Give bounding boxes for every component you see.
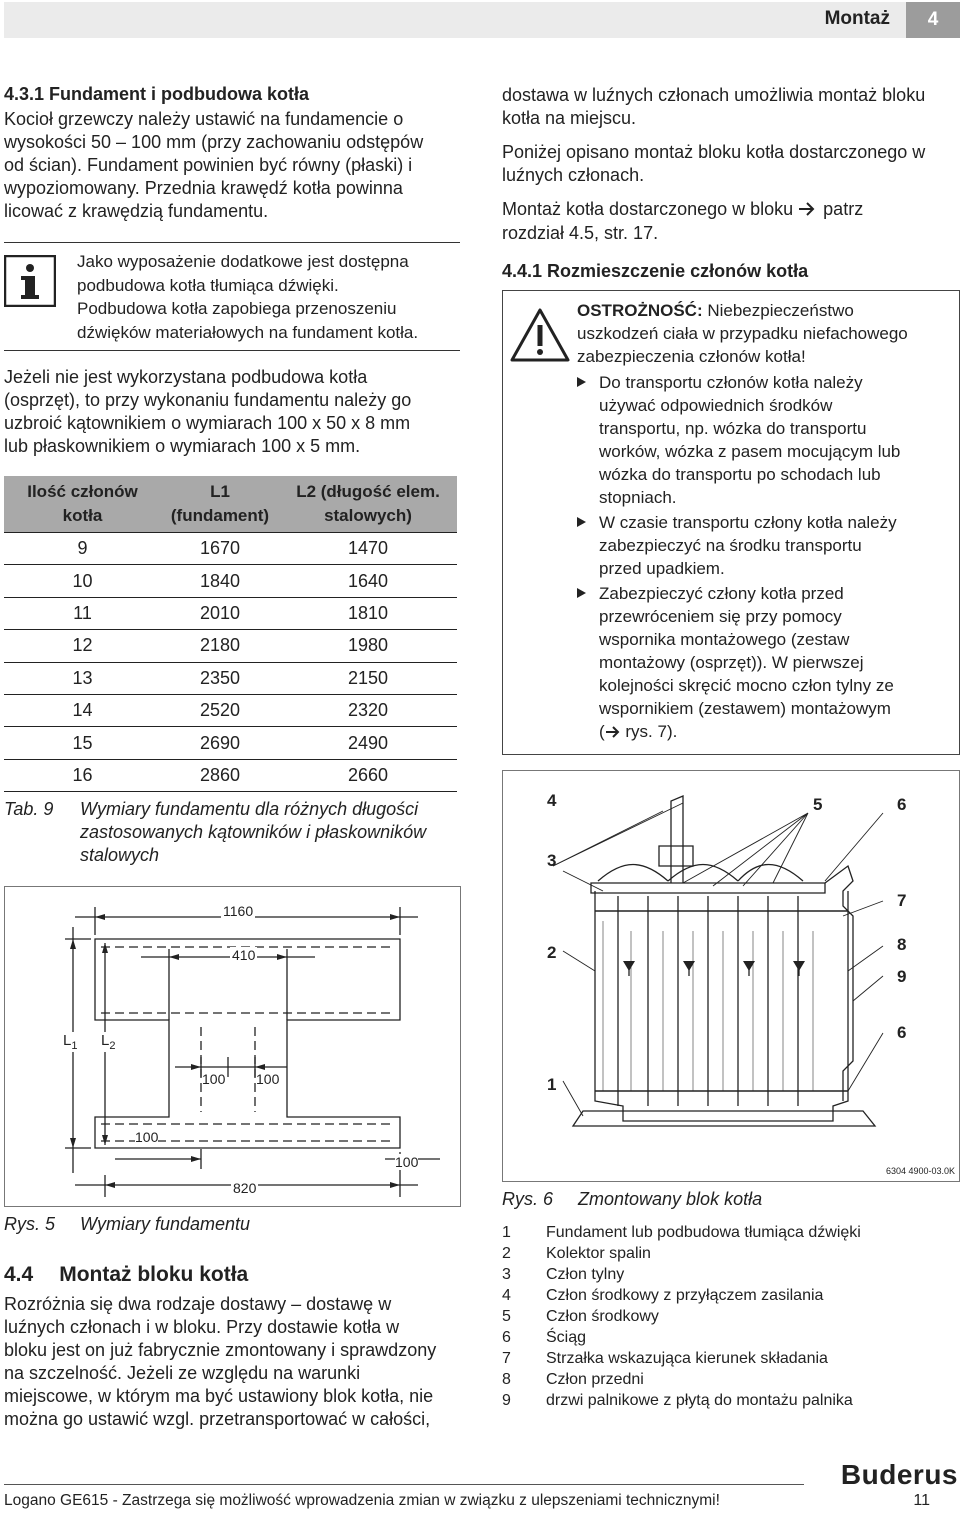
list-item: 9 drzwi palnikowe z płytą do montażu palnika: [502, 1392, 853, 1409]
note-rule-bottom: [4, 350, 460, 351]
list-item: 3 Człon tylny: [502, 1266, 625, 1283]
list-item: 8 Człon przedni: [502, 1371, 644, 1388]
list-item: Do transportu członów kotła należy używać odpowiednich środków transportu, np. wózka do transportu worków, wózka z pasem mocującym lub wózka do transportu po schodach lub stopniach.: [577, 371, 957, 509]
callout-6-bottom: 6: [897, 1023, 907, 1042]
list-item: 5 Człon środkowy: [502, 1308, 659, 1325]
table-row: 13 2350 2150: [4, 662, 457, 694]
figure-foundation-dimensions: [4, 886, 461, 1207]
page-number: 11: [913, 1492, 930, 1509]
figure6-legend: [502, 1222, 958, 1411]
section-heading-4-3-1: 4.3.1 Fundament i podbudowa kotła: [4, 84, 310, 104]
callout-4: 4: [547, 791, 557, 810]
section-heading-4-4: 4.4 Montaż bloku kotła: [4, 1263, 249, 1286]
dim-l2: $L_2$: [101, 1032, 116, 1052]
bullet-arrow-icon: [577, 377, 586, 387]
list-item: Zabezpieczyć człony kotła przed przewróceniem się przy pomocy wspornika montażowego (zestaw montażowy (osprzęt)). W pierwszej kolejności skręcić mocno człon tylny ze wspornikiem (zestawem) montażowym ( rys. 7).: [577, 582, 957, 744]
section-4-4-paragraph: Rozróżnia się dwa rodzaje dostawy – dostawę w luźnych członach i w bloku. Przy dostawie kotła w bloku jest on już fabrycznie zmontowany i sprawdzony na szczelność. Jeżeli ze względu na warunki miejscowe, w którym ma być ustawiony blok kotła, nie można go ustawić wzgl. przetransportować w całości,: [4, 1294, 437, 1429]
table-caption: Wymiary fundamentu dla różnych długości zastosowanych kątowników i płaskowników stalowych: [80, 799, 427, 865]
chapter-title: Montaż: [824, 8, 890, 29]
callout-3: 3: [547, 851, 557, 870]
table-row: 10 1840 1640: [4, 565, 457, 597]
list-item: 1 Fundament lub podbudowa tłumiąca dźwięki: [502, 1224, 861, 1241]
list-item: W czasie transportu człony kotła należy zabezpieczyć na środku transportu przed upadkiem.: [577, 511, 957, 580]
list-item: 4 Człon środkowy z przyłączem zasilania: [502, 1287, 824, 1304]
footer-text: Logano GE615 - Zastrzega się możliwość wprowadzenia zmian w związku z ulepszeniami technicznymi!: [4, 1492, 720, 1509]
table-row: 14 2520 2320: [4, 694, 457, 726]
section-heading-4-4-1: 4.4.1 Rozmieszczenie członów kotła: [502, 261, 809, 281]
right-paragraph-1: dostawa w luźnych członach umożliwia montaż bloku kotła na miejscu.: [502, 85, 926, 128]
figure-code: 6304 4900-03.0K: [885, 1166, 955, 1176]
table-caption-label: Tab. 9: [4, 799, 54, 819]
boiler-drawing: [503, 771, 959, 1181]
table-row: 12 2180 1980: [4, 630, 457, 662]
list-item: 2 Kolektor spalin: [502, 1245, 651, 1262]
warning-text: OSTROŻNOŚĆ: Niebezpieczeństwo uszkodzeń ciała w przypadku niefachowego zabezpieczenia członów kotła!: [577, 301, 908, 366]
header-bar: [4, 2, 906, 38]
bullet-arrow-icon: [577, 588, 586, 598]
reinforcement-paragraph: Jeżeli nie jest wykorzystana podbudowa kotła (osprzęt), to przy wykonaniu fundamentu należy go uzbroić kątownikiem o wymiarach 100 x 50 x 8 mm lub płaskownikiem o wymiarach 100 x 5 mm.: [4, 367, 412, 456]
figure5-caption-label: Rys. 5: [4, 1214, 56, 1234]
callout-7: 7: [897, 891, 907, 910]
table-row: 11 2010 1810: [4, 597, 457, 629]
right-paragraph-2: Poniżej opisano montaż bloku kotła dostarczonego w luźnych członach.: [502, 142, 926, 185]
figure-boiler-block: [502, 770, 960, 1182]
callout-1: 1: [547, 1075, 557, 1094]
foundation-dimensions-table: Ilość członów kotła L1 (fundament) L2 (długość elem. stalowych) 9 1670 1470 10 1840 1640 11 2010 1810 12 2180 1980 13 2350 2150 14 2520 2320 15 2690 2490 16 2860 2660: [4, 476, 457, 792]
section-paragraph: Kocioł grzewczy należy ustawić na fundamencie o wysokości 50 – 100 mm (przy zachowaniu odstępów od ścian). Fundament powinien być równy (płaski) i wypoziomowany. Przednia krawędź kotła powinna licować z krawędzią fundamentu.: [4, 109, 424, 221]
note-rule-top: [4, 242, 460, 243]
dim-100-right: 100: [256, 1071, 280, 1087]
list-item: 6 Ściąg: [502, 1329, 587, 1346]
callout-5: 5: [813, 795, 823, 814]
dim-1160: 1160: [223, 903, 254, 919]
warning-box: [502, 290, 960, 755]
bullet-arrow-icon: [577, 517, 586, 527]
callout-2: 2: [547, 943, 557, 962]
footer-rule: [4, 1484, 804, 1485]
right-paragraph-3: Montaż kotła dostarczonego w bloku patrz rozdział 4.5, str. 17.: [502, 199, 864, 243]
dim-410: 410: [232, 947, 256, 963]
warning-bullet-list: [577, 371, 957, 744]
dim-100-bottom-right: 100: [395, 1154, 419, 1170]
dim-820: 820: [233, 1180, 257, 1196]
dim-100-left: 100: [202, 1071, 226, 1087]
figure5-caption: Wymiary fundamentu: [80, 1214, 251, 1234]
callout-8: 8: [897, 935, 907, 954]
buderus-logo: Buderus: [840, 1459, 958, 1490]
warning-triangle-icon: [509, 307, 571, 363]
info-note: Jako wyposażenie dodatkowe jest dostępna podbudowa kotła tłumiąca dźwięki. Podbudowa kotła zapobiega przenoszeniu dźwięków materiałowych na fundament kotła.: [77, 252, 419, 342]
list-item: 7 Strzałka wskazująca kierunek składania: [502, 1350, 828, 1367]
callout-9: 9: [897, 967, 907, 986]
figure6-caption-label: Rys. 6: [502, 1189, 554, 1209]
table-row: 15 2690 2490: [4, 727, 457, 759]
table-row: 9 1670 1470: [4, 533, 457, 565]
dim-100-bottom-left: 100: [135, 1129, 159, 1145]
chapter-number: 4: [906, 2, 960, 38]
info-icon: [4, 255, 56, 307]
dim-l1: $L_1$: [63, 1032, 78, 1052]
figure6-caption: Zmontowany blok kotła: [578, 1189, 763, 1209]
arrow-right-icon: [798, 199, 816, 222]
table-row: 16 2860 2660: [4, 759, 457, 791]
arrow-right-icon: [605, 721, 621, 744]
callout-6-top: 6: [897, 795, 907, 814]
